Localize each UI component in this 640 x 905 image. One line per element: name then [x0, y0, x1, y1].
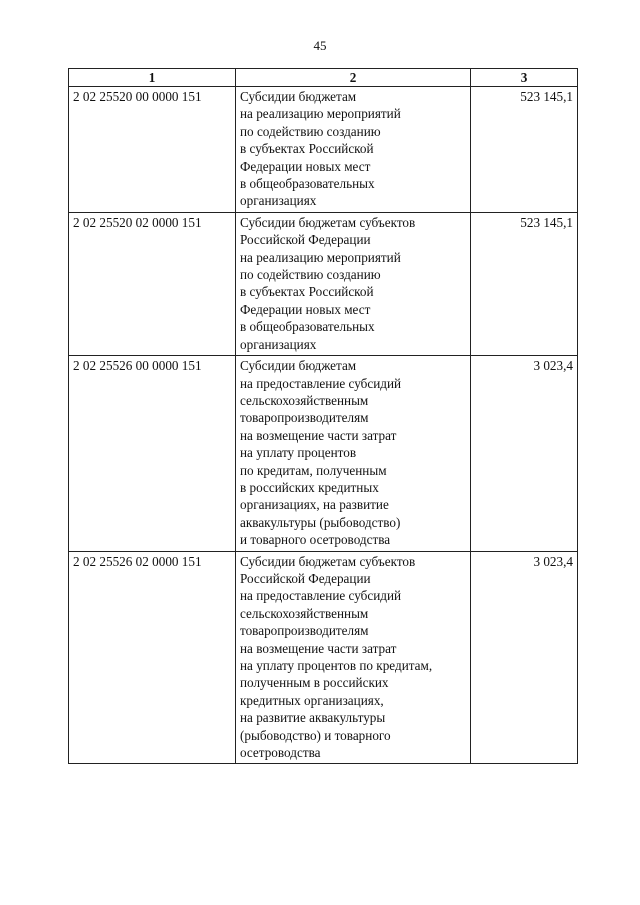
row-amount: 3 023,4: [471, 356, 578, 551]
table-row: [69, 356, 578, 551]
row-code: 2 02 25526 00 0000 151: [69, 356, 236, 551]
row-name: Субсидии бюджетам на предоставление субсидий сельскохозяйственным товаропроизводителям на возмещение части затрат на уплату процентов по кредитам, полученным в российских кредитных организациях, на развитие аквакультуры (рыбоводство) и товарного осетроводства: [236, 356, 471, 551]
table-row: [69, 87, 578, 213]
budget-table: [68, 68, 578, 764]
row-code: 2 02 25520 02 0000 151: [69, 212, 236, 355]
column-header-name: 2: [236, 69, 471, 87]
column-header-amount: 3: [471, 69, 578, 87]
row-amount: 3 023,4: [471, 551, 578, 764]
row-code: 2 02 25520 00 0000 151: [69, 87, 236, 213]
table-row: [69, 551, 578, 764]
table-header-row: [69, 69, 578, 87]
row-amount: 523 145,1: [471, 87, 578, 213]
page-number: 45: [313, 38, 327, 53]
row-name: Субсидии бюджетам субъектов Российской Федерации на предоставление субсидий сельскохозяйственным товаропроизводителям на возмещение части затрат на уплату процентов по кредитам, полученным в российских кредитных организациях, на развитие аквакультуры (рыбоводство) и товарного осетроводства: [236, 551, 471, 764]
table-row: [69, 212, 578, 355]
row-amount: 523 145,1: [471, 212, 578, 355]
row-name: Субсидии бюджетам субъектов Российской Федерации на реализацию мероприятий по содействию созданию в субъектах Российской Федерации новых мест в общеобразовательных организациях: [236, 212, 471, 355]
row-name: Субсидии бюджетам на реализацию мероприятий по содействию созданию в субъектах Российской Федерации новых мест в общеобразовательных организациях: [236, 87, 471, 213]
row-code: 2 02 25526 02 0000 151: [69, 551, 236, 764]
column-header-code: 1: [69, 69, 236, 87]
